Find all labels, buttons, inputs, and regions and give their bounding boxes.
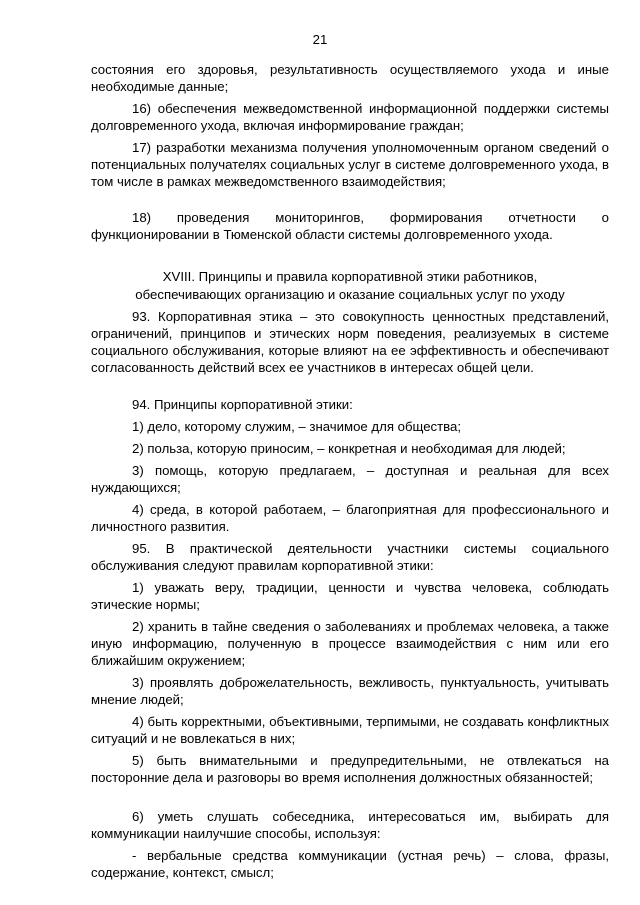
principle-2: 2) польза, которую приносим, – конкретная и необходимая для людей; [132, 441, 566, 456]
section-heading-line-1: XVIII. Принципы и правила корпоративной этики работников, [162, 269, 538, 284]
rule-6-item-verbal: - вербальные средства коммуникации (устная речь) – слова, фразы, содержание, контекст, смысл; [91, 848, 609, 880]
list-item-18: 18) проведения мониторингов, формирования отчетности о функционировании в Тюменской области системы долговременного ухода. [91, 210, 609, 242]
rule-1: 1) уважать веру, традиции, ценности и чувства человека, соблюдать этические нормы; [91, 580, 609, 612]
principle-1: 1) дело, которому служим, – значимое для общества; [132, 419, 462, 434]
rule-2: 2) хранить в тайне сведения о заболеваниях и проблемах человека, а также иную информацию, полученную в процессе взаимодействия с ним или его ближайшим окружением; [91, 619, 609, 668]
rule-3: 3) проявлять доброжелательность, вежливость, пунктуальность, учитывать мнение людей; [91, 675, 609, 707]
paragraph-95: 95. В практической деятельности участники системы социального обслуживания следуют правилам корпоративной этики: [91, 541, 609, 573]
principle-3: 3) помощь, которую предлагаем, – доступная и реальная для всех нуждающихся; [91, 463, 609, 495]
paragraph-94: 94. Принципы корпоративной этики: [132, 397, 353, 412]
rule-6: 6) уметь слушать собеседника, интересоваться им, выбирать для коммуникации наилучшие способы, используя: [91, 809, 609, 841]
page-number: 21 [312, 32, 328, 47]
principle-4: 4) среда, в которой работаем, – благоприятная для профессионального и личностного развития. [91, 502, 609, 534]
paragraph-continuation: состояния его здоровья, результативность осуществляемого ухода и иные необходимые данные; [91, 62, 609, 94]
section-heading-line-2: обеспечивающих организацию и оказание социальных услуг по уходу [135, 287, 565, 302]
rule-5: 5) быть внимательными и предупредительными, не отвлекаться на посторонние дела и разговоры во время исполнения должностных обязанностей; [91, 753, 609, 785]
list-item-16: 16) обеспечения межведомственной информационной поддержки системы долговременного ухода, включая информирование граждан; [91, 101, 609, 133]
rule-4: 4) быть корректными, объективными, терпимыми, не создавать конфликтных ситуаций и не вовлекаться в них; [91, 714, 609, 746]
list-item-17: 17) разработки механизма получения уполномоченным органом сведений о потенциальных получателях социальных услуг в системе долговременного ухода, в том числе в рамках межведомственного взаимодействия; [91, 140, 609, 189]
paragraph-93: 93. Корпоративная этика – это совокупность ценностных представлений, ограничений, принципов и этических норм поведения, реализуемых в системе социального обслуживания, которые влияют на ее эффективность и обеспечивают согласованность действий всех ее участников в интересах общей цели. [91, 309, 609, 375]
